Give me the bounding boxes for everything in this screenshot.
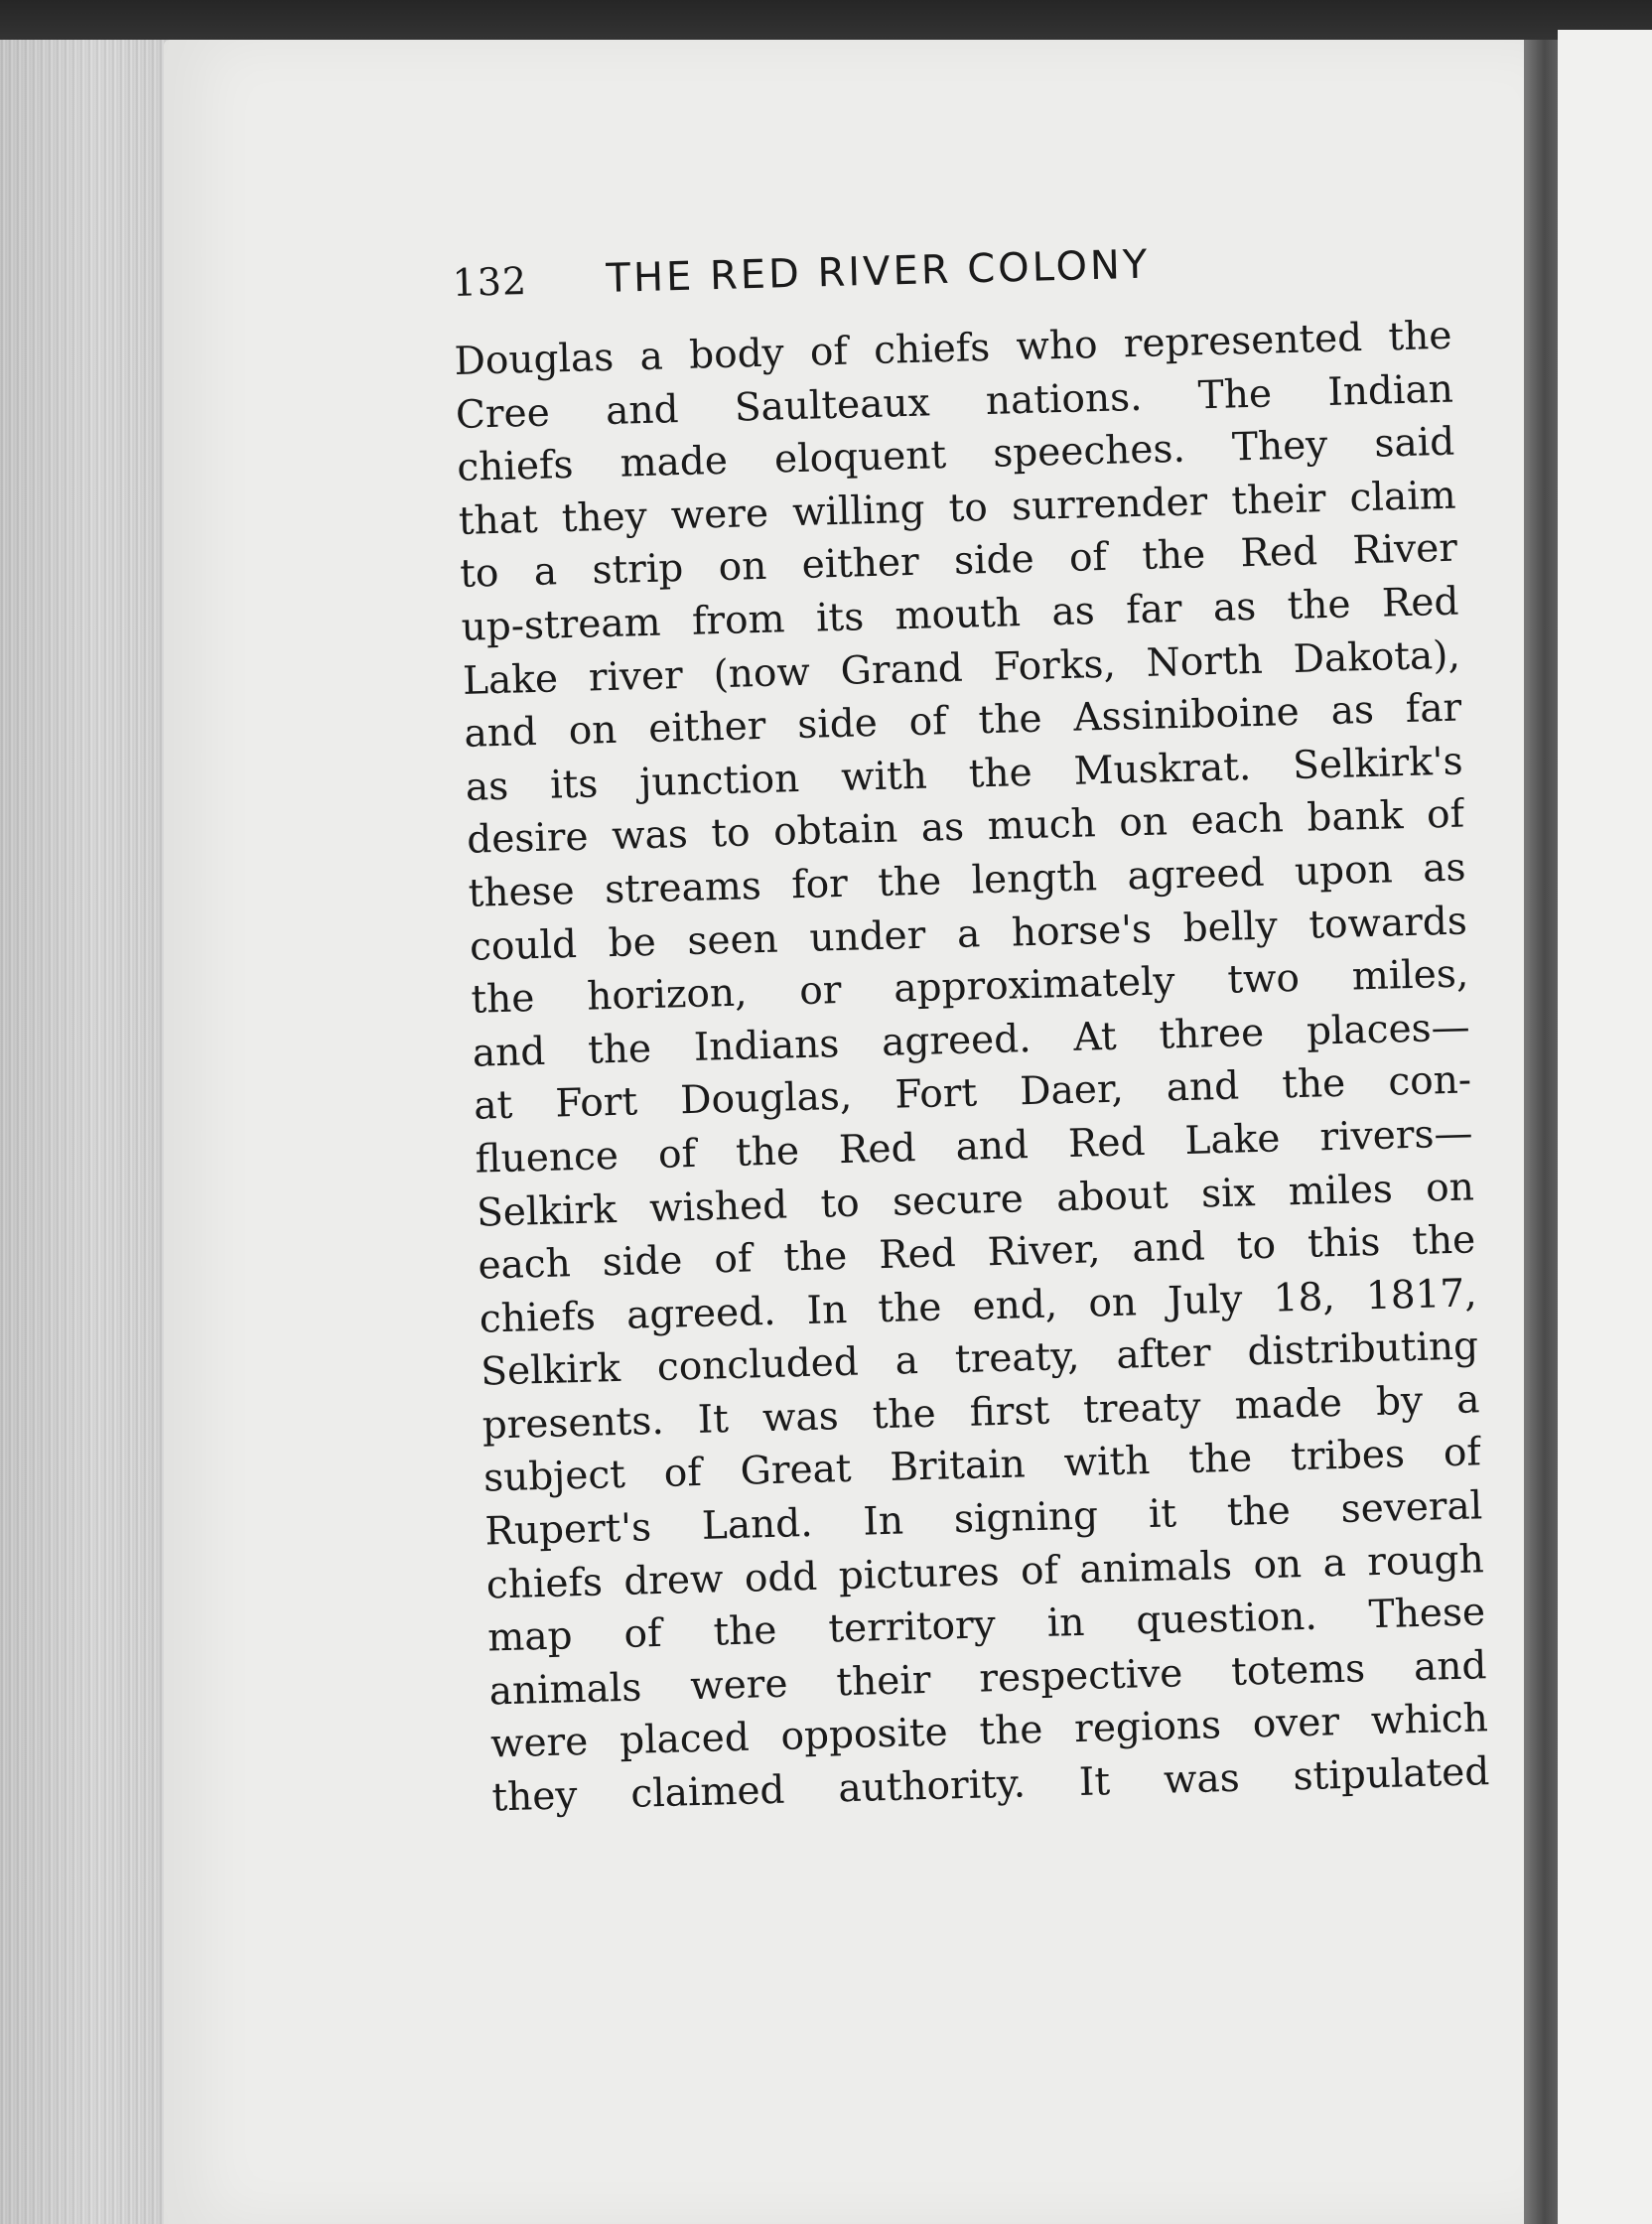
text-line: the horizon, or approximately two miles, (470, 951, 1469, 1023)
text-line: Cree and Saulteaux nations. The Indian (455, 366, 1454, 438)
text-line: and on either side of the Assiniboine as far (463, 685, 1462, 757)
book-gutter (1524, 40, 1558, 2224)
page-text-block (452, 234, 1490, 1825)
text-line: they claimed authority. It was stipulated (490, 1749, 1490, 1821)
text-line: and the Indians agreed. At three places— (472, 1005, 1471, 1076)
text-line: presents. It was the first treaty made by a (482, 1377, 1480, 1449)
text-line: chiefs agreed. In the end, on July 18, 1817, (479, 1271, 1478, 1342)
text-line: Selkirk concluded a treaty, after distributing (480, 1323, 1479, 1395)
page-number: 132 (452, 259, 528, 305)
text-line: Lake river (now Grand Forks, North Dakota), (462, 632, 1461, 704)
text-line: animals were their respective totems and (488, 1643, 1488, 1715)
body-text (454, 310, 1490, 1825)
text-line: each side of the Red River, and to this the (477, 1217, 1476, 1289)
text-line: could be seen under a horse's belly towards (469, 898, 1468, 970)
text-line: as its junction with the Muskrat. Selkirk's (465, 739, 1464, 810)
text-line: chiefs drew odd pictures of animals on a rough (485, 1536, 1485, 1608)
text-line: that they were willing to surrender their claim (458, 473, 1457, 544)
text-line: subject of Great Britain with the tribes of (482, 1430, 1482, 1502)
text-line: fluence of the Red and Red Lake rivers— (475, 1111, 1473, 1182)
text-line: these streams for the length agreed upon as (468, 845, 1466, 916)
text-line: at Fort Douglas, Fort Daer, and the con- (473, 1057, 1472, 1130)
facing-page-edge (1558, 30, 1652, 2224)
text-line: chiefs made eloquent speeches. They said (456, 419, 1455, 491)
text-line: map of the territory in question. These (486, 1590, 1486, 1661)
text-line: Selkirk wished to secure about six miles on (476, 1164, 1475, 1236)
text-line: desire was to obtain as much on each bank of (466, 791, 1465, 864)
text-line: were placed opposite the regions over which (489, 1696, 1489, 1767)
text-line: Rupert's Land. In signing it the several (483, 1483, 1483, 1555)
text-line: Douglas a body of chiefs who represented the (454, 313, 1452, 384)
text-line: up-stream from its mouth as far as the Red (461, 579, 1459, 650)
text-line: to a strip on either side of the Red River (459, 525, 1458, 598)
running-head: THE RED RIVER COLONY (605, 241, 1151, 302)
